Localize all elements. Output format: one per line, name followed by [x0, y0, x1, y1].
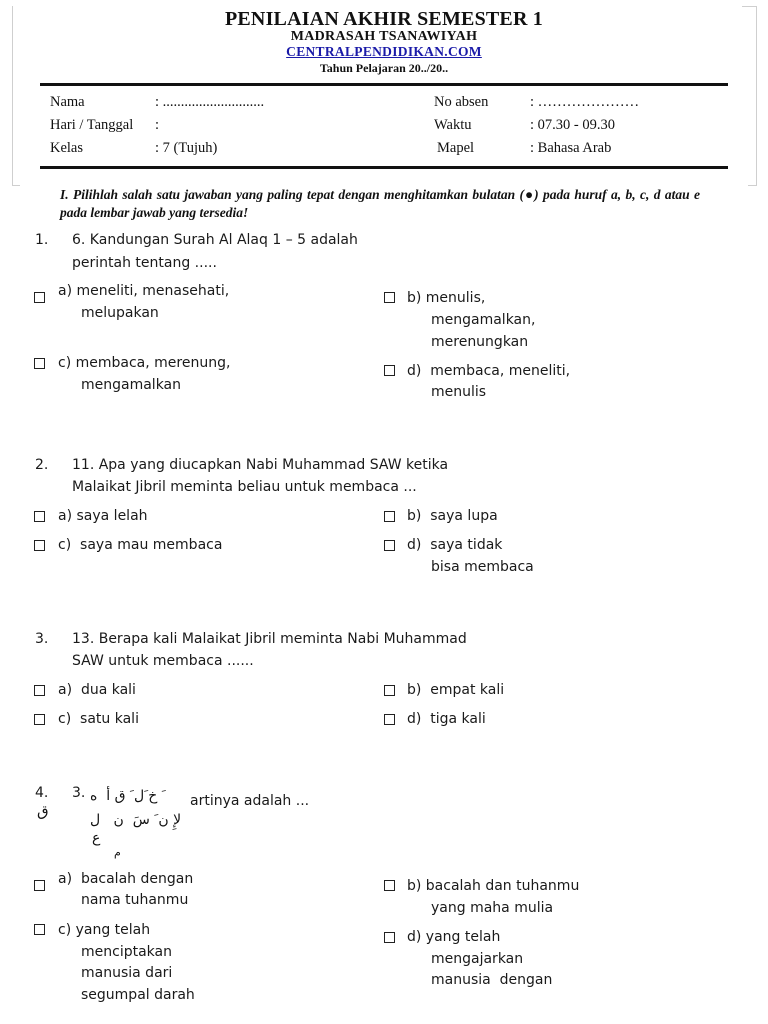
school-name: MADRASAH TSANAWIYAH	[290, 29, 478, 44]
option-checkbox-c[interactable]	[34, 358, 45, 369]
frame-left	[12, 6, 13, 186]
frame-bottom-right	[748, 185, 757, 186]
question-number: 1.	[35, 232, 49, 248]
arabic-verse-part: م	[114, 846, 121, 859]
hari-field[interactable]: :	[155, 117, 160, 133]
question-number: 4.	[35, 785, 49, 801]
question-text-line: 11. Apa yang diucapkan Nabi Muhammad SAW ketika	[72, 457, 449, 473]
option-c-line: c) yang telah	[58, 922, 151, 938]
option-checkbox-c[interactable]	[34, 540, 45, 551]
option-checkbox-b[interactable]	[384, 511, 395, 522]
option-checkbox-b[interactable]	[384, 880, 395, 891]
option-c-line: manusia dari	[81, 965, 173, 981]
option-checkbox-c[interactable]	[34, 924, 45, 935]
waktu-label: Waktu	[434, 117, 472, 133]
question-number: 2.	[35, 457, 49, 473]
option-b-line: mengamalkan,	[431, 312, 536, 328]
frame-right	[756, 6, 757, 186]
kelas-field: : 7 (Tujuh)	[155, 140, 218, 156]
option-d-line: manusia dengan	[431, 972, 553, 988]
option-checkbox-d[interactable]	[384, 714, 395, 725]
question-text-line: artinya adalah ...	[190, 793, 310, 809]
option-a-line: melupakan	[81, 305, 159, 321]
absen-label: No absen	[434, 94, 489, 110]
question-text-line: 6. Kandungan Surah Al Alaq 1 – 5 adalah	[72, 232, 358, 248]
mapel-field: : Bahasa Arab	[530, 140, 612, 156]
question-number: 3.	[35, 631, 49, 647]
question-text-line: 3.	[72, 785, 86, 801]
option-b-line: yang maha mulia	[431, 900, 554, 916]
option-b-line: b) saya lupa	[407, 508, 498, 524]
question-text-line: perintah tentang .....	[72, 255, 217, 271]
option-a-line: a) bacalah dengan	[58, 871, 194, 887]
hari-label: Hari / Tanggal	[50, 117, 134, 133]
option-checkbox-d[interactable]	[384, 540, 395, 551]
option-c-line: menciptakan	[81, 944, 172, 960]
option-checkbox-a[interactable]	[34, 511, 45, 522]
header-rule-top	[40, 83, 728, 86]
kelas-label: Kelas	[50, 140, 84, 156]
question-text-line: Malaikat Jibril meminta beliau untuk membaca ...	[72, 479, 417, 495]
option-checkbox-d[interactable]	[384, 365, 395, 376]
option-c-line: c) membaca, merenung,	[58, 355, 231, 371]
waktu-field: : 07.30 - 09.30	[530, 117, 615, 133]
arabic-verse-part: لإِ ن‌ َ سَ ‌ ن ‌ ‌ ل	[90, 812, 182, 828]
arabic-verse-part: ع	[92, 830, 101, 846]
option-checkbox-b[interactable]	[384, 292, 395, 303]
option-d-line: d) saya tidak	[407, 537, 503, 553]
option-d-line: bisa membaca	[431, 559, 534, 575]
option-c-line: c) saya mau membaca	[58, 537, 223, 553]
option-c-line: c) satu kali	[58, 711, 139, 727]
option-checkbox-a[interactable]	[34, 880, 45, 891]
nama-field[interactable]: : ............................	[155, 94, 265, 110]
option-a-line: a) meneliti, menasehati,	[58, 283, 230, 299]
header-rule-bottom	[40, 166, 728, 169]
option-checkbox-a[interactable]	[34, 292, 45, 303]
question-text-line: SAW untuk membaca ......	[72, 653, 254, 669]
option-b-line: b) empat kali	[407, 682, 505, 698]
option-b-line: merenungkan	[431, 334, 529, 350]
absen-field[interactable]: : …………………	[530, 94, 640, 110]
option-c-line: segumpal darah	[81, 987, 195, 1003]
frame-top-right	[742, 6, 757, 7]
option-d-line: d) yang telah	[407, 929, 501, 945]
option-checkbox-c[interactable]	[34, 714, 45, 725]
option-a-line: a) dua kali	[58, 682, 136, 698]
academic-year: Tahun Pelajaran 20../20..	[319, 61, 449, 75]
option-d-line: d) tiga kali	[407, 711, 486, 727]
nama-label: Nama	[50, 94, 85, 110]
mapel-label: Mapel	[437, 140, 475, 156]
instruction-text: I. Pilihlah salah satu jawaban yang paling tepat dengan menghitamkan bulatan (●) pada huruf a, b, c, d atau e pada lembar jawab yang tersedia!	[60, 187, 700, 220]
arabic-verse-part: خ َل َ ق أ ‌ ه ‌ َ ‍ ‍‍	[90, 788, 175, 804]
option-d-line: d) membaca, meneliti,	[407, 363, 571, 379]
option-checkbox-d[interactable]	[384, 932, 395, 943]
frame-bottom-left	[12, 185, 20, 186]
option-checkbox-a[interactable]	[34, 685, 45, 696]
question-text-line: 13. Berapa kali Malaikat Jibril meminta Nabi Muhammad	[72, 631, 467, 647]
option-d-line: menulis	[431, 384, 487, 400]
website-link[interactable]: CENTRALPENDIDIKAN.COM	[286, 44, 482, 59]
option-d-line: mengajarkan	[431, 951, 524, 967]
option-b-line: b) menulis,	[407, 290, 486, 306]
option-a-line: a) saya lelah	[58, 508, 148, 524]
option-checkbox-b[interactable]	[384, 685, 395, 696]
option-c-line: mengamalkan	[81, 377, 182, 393]
document-title: PENILAIAN AKHIR SEMESTER 1	[224, 8, 544, 30]
option-b-line: b) bacalah dan tuhanmu	[407, 878, 580, 894]
option-a-line: nama tuhanmu	[81, 892, 189, 908]
arabic-verse-part: ق	[37, 802, 49, 820]
